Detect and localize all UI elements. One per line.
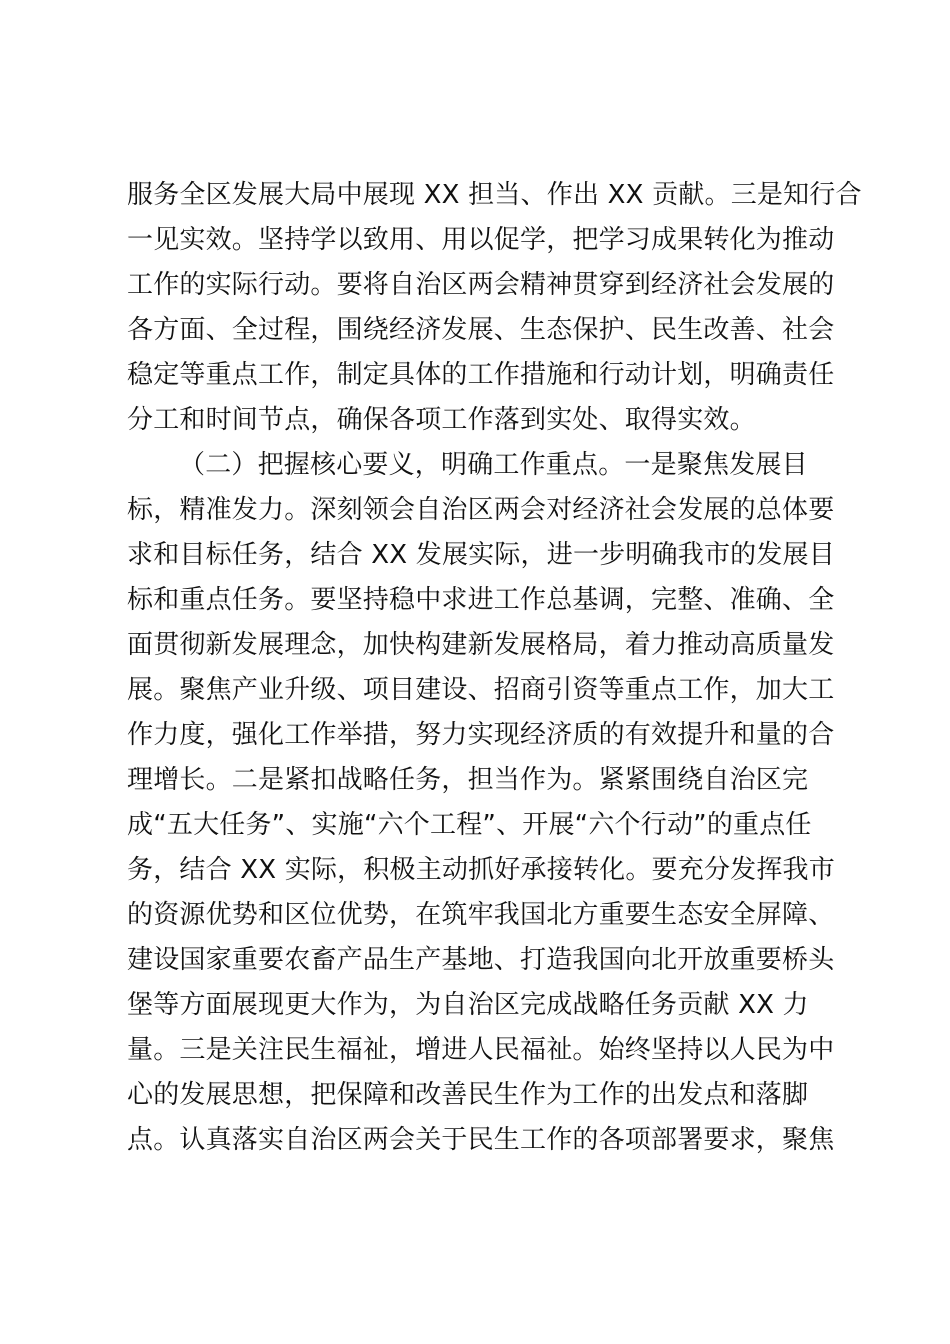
text-line: 点。认真落实自治区两会关于民生工作的各项部署要求，聚焦	[127, 1125, 835, 1155]
text-line: 量。三是关注民生福祉，增进人民福祉。始终坚持以人民为中	[127, 1035, 835, 1065]
text-line: 一见实效。坚持学以致用、用以促学，把学习成果转化为推动	[127, 225, 835, 255]
text-line: 工作的实际行动。要将自治区两会精神贯穿到经济社会发展的	[127, 270, 835, 300]
text-line: 标和重点任务。要坚持稳中求进工作总基调，完整、准确、全	[127, 585, 835, 615]
text-line: 建设国家重要农畜产品生产基地、打造我国向北开放重要桥头	[127, 945, 835, 975]
text-line: 服务全区发展大局中展现 XX 担当、作出 XX 贡献。三是知行合	[127, 180, 862, 210]
text-line: 成“五大任务”、实施“六个工程”、开展“六个行动”的重点任	[127, 810, 812, 840]
section-heading-line: （二）把握核心要义，明确工作重点。一是聚焦发展目	[179, 450, 808, 480]
text-line: 务，结合 XX 实际，积极主动抓好承接转化。要充分发挥我市	[127, 855, 835, 885]
text-line: 求和目标任务，结合 XX 发展实际，进一步明确我市的发展目	[127, 540, 835, 570]
text-line: 稳定等重点工作，制定具体的工作措施和行动计划，明确责任	[127, 360, 835, 390]
text-line: 分工和时间节点，确保各项工作落到实处、取得实效。	[127, 405, 756, 435]
text-line: 心的发展思想，把保障和改善民生作为工作的出发点和落脚	[127, 1080, 809, 1110]
text-line: 展。聚焦产业升级、项目建设、招商引资等重点工作，加大工	[127, 675, 835, 705]
text-line: 理增长。二是紧扣战略任务，担当作为。紧紧围绕自治区完	[127, 765, 809, 795]
body-text	[127, 173, 862, 1163]
text-line: 各方面、全过程，围绕经济发展、生态保护、民生改善、社会	[127, 315, 835, 345]
text-line: 作力度，强化工作举措，努力实现经济质的有效提升和量的合	[127, 720, 835, 750]
text-line: 的资源优势和区位优势，在筑牢我国北方重要生态安全屏障、	[127, 900, 835, 930]
text-line: 标，精准发力。深刻领会自治区两会对经济社会发展的总体要	[127, 495, 835, 525]
text-line: 堡等方面展现更大作为，为自治区完成战略任务贡献 XX 力	[127, 990, 809, 1020]
text-line: 面贯彻新发展理念，加快构建新发展格局，着力推动高质量发	[127, 630, 835, 660]
